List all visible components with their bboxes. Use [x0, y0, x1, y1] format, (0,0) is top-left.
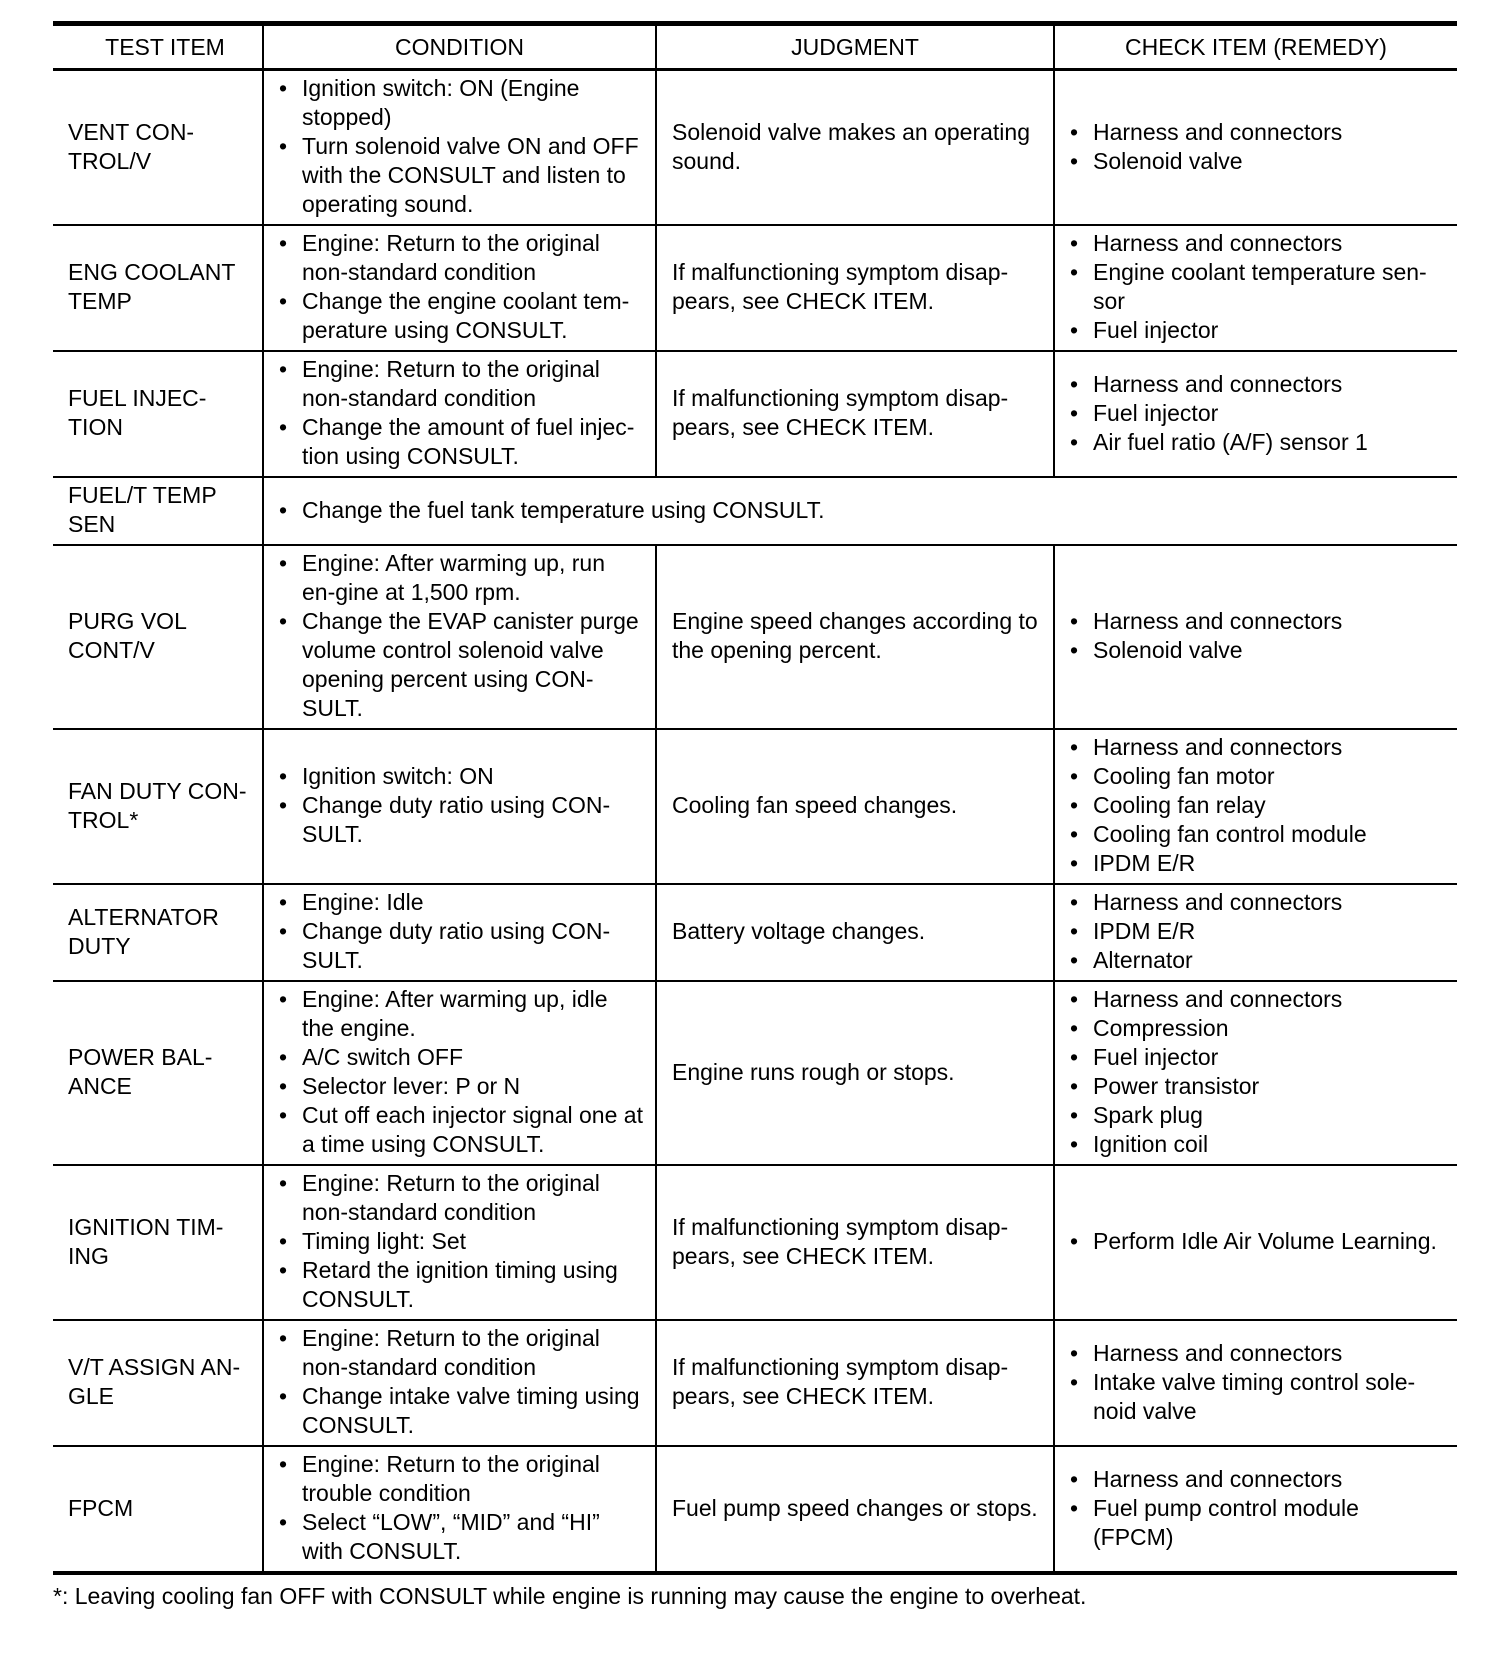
check-item: • Cooling fan motor [1070, 762, 1445, 791]
table-row [53, 884, 1457, 981]
test-item-cell: ALTERNATOR DUTY [53, 884, 263, 981]
condition-cell [263, 351, 656, 477]
condition-cell [263, 70, 656, 226]
condition-item: • Engine: Return to the original trouble condition [279, 1450, 643, 1508]
condition-item: • Engine: After warming up, run en-gine at 1,500 rpm. [279, 549, 643, 607]
condition-item: • Change the engine coolant tem-perature using CONSULT. [279, 287, 643, 345]
condition-item: • Turn solenoid valve ON and OFF with the CONSULT and listen to operating sound. [279, 132, 643, 219]
check-item: • Cooling fan relay [1070, 791, 1445, 820]
condition-item: • Change intake valve timing using CONSULT. [279, 1382, 643, 1440]
condition-cell [263, 1446, 656, 1573]
condition-item: • Change duty ratio using CON-SULT. [279, 791, 643, 849]
condition-cell [263, 981, 656, 1165]
check-item-cell [1054, 545, 1457, 729]
condition-list [279, 1450, 643, 1566]
test-item-cell: FUEL INJEC-TION [53, 351, 263, 477]
judgment-cell: If malfunctioning symptom disap-pears, see CHECK ITEM. [656, 1320, 1054, 1446]
condition-item: • A/C switch OFF [279, 1043, 643, 1072]
footnote: *: Leaving cooling fan OFF with CONSULT while engine is running may cause the engine to overheat. [53, 1583, 1087, 1609]
check-item: • IPDM E/R [1070, 917, 1445, 946]
check-item-cell [1054, 1446, 1457, 1573]
table-row [53, 70, 1457, 226]
condition-list [279, 1324, 643, 1440]
condition-item: • Engine: Return to the original non-standard condition [279, 229, 643, 287]
check-item: • Power transistor [1070, 1072, 1445, 1101]
check-item: • IPDM E/R [1070, 849, 1445, 878]
test-item-cell: FPCM [53, 1446, 263, 1573]
condition-cell [263, 884, 656, 981]
condition-item: • Ignition switch: ON (Engine stopped) [279, 74, 643, 132]
judgment-cell: Cooling fan speed changes. [656, 729, 1054, 884]
table-row [53, 729, 1457, 884]
header-test-item: TEST ITEM [53, 24, 263, 70]
check-list [1070, 985, 1445, 1159]
header-row [53, 24, 1457, 70]
check-list [1070, 1339, 1445, 1426]
judgment-cell: If malfunctioning symptom disap-pears, see CHECK ITEM. [656, 225, 1054, 351]
check-item-cell [1054, 70, 1457, 226]
check-item: • Harness and connectors [1070, 1339, 1445, 1368]
check-item: • Harness and connectors [1070, 1465, 1445, 1494]
check-item: • Engine coolant temperature sen-sor [1070, 258, 1445, 316]
condition-cell [263, 545, 656, 729]
check-item-cell [1054, 1320, 1457, 1446]
test-item-cell: V/T ASSIGN AN-GLE [53, 1320, 263, 1446]
condition-item: • Engine: Return to the original non-standard condition [279, 1169, 643, 1227]
test-item-cell: PURG VOL CONT/V [53, 545, 263, 729]
table-body [53, 70, 1457, 1574]
condition-item: • Change the EVAP canister purge volume control solenoid valve opening percent using CON-SULT. [279, 607, 643, 723]
condition-cell [263, 729, 656, 884]
check-item: • Fuel injector [1070, 316, 1445, 345]
condition-list [279, 229, 643, 345]
table-row [53, 981, 1457, 1165]
check-list [1070, 607, 1445, 665]
check-list [1070, 229, 1445, 345]
check-item: • Harness and connectors [1070, 888, 1445, 917]
check-item-cell [1054, 1165, 1457, 1320]
check-item: • Perform Idle Air Volume Learning. [1070, 1227, 1445, 1256]
check-item: • Harness and connectors [1070, 607, 1445, 636]
table-row [53, 477, 1457, 545]
table-row [53, 1165, 1457, 1320]
check-list [1070, 733, 1445, 878]
judgment-cell: If malfunctioning symptom disap-pears, see CHECK ITEM. [656, 351, 1054, 477]
judgment-cell: Solenoid valve makes an operating sound. [656, 70, 1054, 226]
judgment-cell: Battery voltage changes. [656, 884, 1054, 981]
check-item: • Compression [1070, 1014, 1445, 1043]
check-item-cell [1054, 884, 1457, 981]
condition-item: • Ignition switch: ON [279, 762, 643, 791]
check-item: • Fuel pump control module (FPCM) [1070, 1494, 1445, 1552]
check-item: • Air fuel ratio (A/F) sensor 1 [1070, 428, 1445, 457]
check-item-cell [1054, 225, 1457, 351]
condition-item: • Timing light: Set [279, 1227, 643, 1256]
test-item-cell: FAN DUTY CON-TROL* [53, 729, 263, 884]
test-item-cell: FUEL/T TEMP SEN [53, 477, 263, 545]
document [53, 21, 1457, 1610]
check-list [1070, 118, 1445, 176]
judgment-cell: Engine runs rough or stops. [656, 981, 1054, 1165]
header-condition: CONDITION [263, 24, 656, 70]
table-row [53, 351, 1457, 477]
check-item: • Ignition coil [1070, 1130, 1445, 1159]
test-item-cell: POWER BAL-ANCE [53, 981, 263, 1165]
condition-item: • Engine: Return to the original non-standard condition [279, 1324, 643, 1382]
test-item-cell: ENG COOLANT TEMP [53, 225, 263, 351]
check-item: • Solenoid valve [1070, 147, 1445, 176]
condition-item: • Selector lever: P or N [279, 1072, 643, 1101]
condition-list [279, 888, 643, 975]
check-item-cell [1054, 351, 1457, 477]
condition-list [279, 985, 643, 1159]
condition-cell [263, 1320, 656, 1446]
check-list [1070, 888, 1445, 975]
check-item: • Alternator [1070, 946, 1445, 975]
check-item: • Cooling fan control module [1070, 820, 1445, 849]
table-row [53, 1446, 1457, 1573]
condition-cell [263, 225, 656, 351]
header-judgment: JUDGMENT [656, 24, 1054, 70]
check-list [1070, 1465, 1445, 1552]
check-list [1070, 370, 1445, 457]
test-item-cell: VENT CON-TROL/V [53, 70, 263, 226]
condition-list [279, 1169, 643, 1314]
condition-item: • Change duty ratio using CON-SULT. [279, 917, 643, 975]
check-item: • Fuel injector [1070, 1043, 1445, 1072]
condition-list [279, 762, 643, 849]
header-check-item: CHECK ITEM (REMEDY) [1054, 24, 1457, 70]
judgment-cell: Fuel pump speed changes or stops. [656, 1446, 1054, 1573]
check-item: • Harness and connectors [1070, 985, 1445, 1014]
active-test-table [53, 21, 1457, 1575]
check-item: • Solenoid valve [1070, 636, 1445, 665]
check-item: • Harness and connectors [1070, 118, 1445, 147]
condition-cell [263, 1165, 656, 1320]
condition-item: • Select “LOW”, “MID” and “HI” with CONSULT. [279, 1508, 643, 1566]
condition-item: • Engine: After warming up, idle the engine. [279, 985, 643, 1043]
check-item: • Fuel injector [1070, 399, 1445, 428]
table-row [53, 225, 1457, 351]
check-item-cell [1054, 729, 1457, 884]
condition-item: • Engine: Return to the original non-standard condition [279, 355, 643, 413]
check-item-cell [1054, 981, 1457, 1165]
table-row [53, 1320, 1457, 1446]
condition-item: • Change the fuel tank temperature using CONSULT. [279, 496, 1445, 525]
condition-list [279, 74, 643, 219]
condition-list [279, 549, 643, 723]
condition-cell [263, 477, 1457, 545]
condition-item: • Cut off each injector signal one at a time using CONSULT. [279, 1101, 643, 1159]
condition-list [279, 496, 1445, 525]
condition-item: • Change the amount of fuel injec-tion using CONSULT. [279, 413, 643, 471]
condition-item: • Engine: Idle [279, 888, 643, 917]
condition-item: • Retard the ignition timing using CONSULT. [279, 1256, 643, 1314]
condition-list [279, 355, 643, 471]
check-item: • Harness and connectors [1070, 733, 1445, 762]
table-row [53, 545, 1457, 729]
test-item-cell: IGNITION TIM-ING [53, 1165, 263, 1320]
check-item: • Intake valve timing control sole-noid valve [1070, 1368, 1445, 1426]
check-list [1070, 1227, 1445, 1256]
judgment-cell: If malfunctioning symptom disap-pears, see CHECK ITEM. [656, 1165, 1054, 1320]
check-item: • Harness and connectors [1070, 229, 1445, 258]
check-item: • Spark plug [1070, 1101, 1445, 1130]
judgment-cell: Engine speed changes according to the opening percent. [656, 545, 1054, 729]
check-item: • Harness and connectors [1070, 370, 1445, 399]
